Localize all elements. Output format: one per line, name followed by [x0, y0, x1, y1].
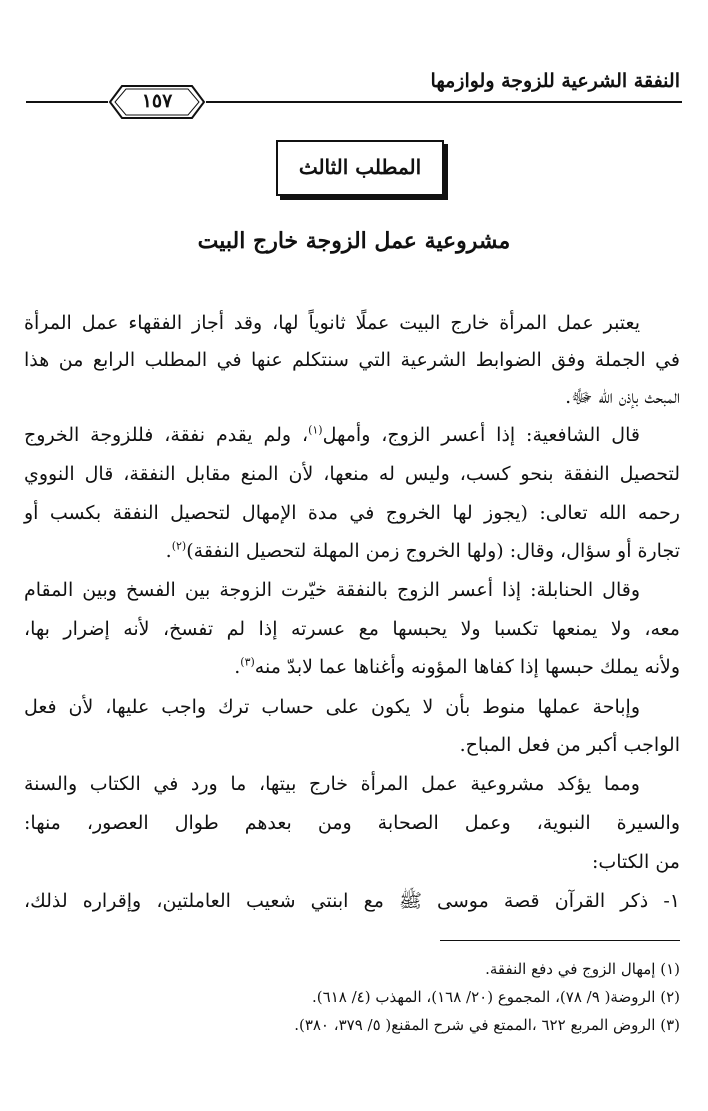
- footnote-ref: (٣): [240, 655, 255, 669]
- body-text-run: يعتبر عمل المرأة خارج البيت عملًا ثانوياً لها، وقد أجاز الفقهاء عمل المرأة: [24, 312, 640, 334]
- body-line: [24, 612, 680, 646]
- page-number-frame: [108, 84, 206, 120]
- body-text-run: قال الشافعية: إذا أعسر الزوج، وأمهل: [322, 424, 640, 446]
- body-text-run: رحمه الله تعالى: (يجوز لها الخروج في مدة الإمهال لتحصيل النفقة بكسب أو: [24, 502, 680, 524]
- body-line: [24, 534, 680, 568]
- body-text-run: .: [234, 656, 241, 678]
- running-title: النفقة الشرعية للزوجة ولوازمها: [430, 70, 680, 92]
- body-line: [24, 728, 680, 762]
- body-line: [24, 845, 680, 879]
- footnote: (١) إمهال الزوج في دفع النفقة.: [485, 960, 680, 978]
- body-text-run: .: [165, 540, 172, 562]
- body-line: [24, 496, 680, 530]
- footnote: (٢) الروضة( ٩/ ٧٨)، المجموع (٢٠/ ١٦٨)، المهذب (٤/ ٦١٨).: [312, 988, 680, 1006]
- body-text-run: الواجب أكبر من فعل المباح.: [459, 734, 680, 756]
- body-line: [24, 343, 680, 377]
- body-line: [24, 884, 680, 918]
- body-text-run: معه، ولا يمنعها تكسبا ولا يحبسها مع عسرته إذا لم تفسخ، لأنه إضرار بها،: [24, 618, 680, 640]
- body-line: [24, 457, 680, 491]
- body-line: [24, 650, 680, 684]
- body-text-run: من الكتاب:: [591, 851, 680, 873]
- body-text-run: ، ولم يقدم نفقة، فللزوجة الخروج: [24, 424, 309, 446]
- section-label-box: [276, 140, 444, 196]
- body-line: [24, 690, 640, 724]
- body-line: [24, 573, 640, 607]
- body-text-run: وإباحة عملها منوط بأن لا يكون على حساب ترك واجب عليها، لأن فعل: [24, 696, 640, 718]
- body-text-run: المبحث بإذن الله ﷻ.: [565, 386, 680, 408]
- body-line: [24, 380, 680, 414]
- body-text-run: وقال الحنابلة: إذا أعسر الزوج بالنفقة خيّرت الزوجة بين الفسخ وبين المقام: [24, 579, 640, 601]
- body-text-run: لتحصيل النفقة بنحو كسب، وليس له منعها، لأن المنع مقابل النفقة، قال النووي: [24, 463, 680, 485]
- body-text-run: ١- ذكر القرآن قصة موسى ﷺ مع ابنتي شعيب العاملتين، وإقراره لذلك،: [24, 890, 680, 912]
- body-line: [24, 806, 680, 840]
- footnote-ref: (٢): [171, 539, 187, 553]
- body-line: [24, 767, 640, 801]
- section-label: المطلب الثالث: [298, 155, 422, 179]
- body-text-run: تجارة أو سؤال، وقال: (ولها الخروج زمن المهلة لتحصيل النفقة): [186, 540, 680, 562]
- body-line: [24, 306, 640, 340]
- body-text-run: ولأنه يملك حبسها إذا كفاها المؤونه وأغناها عما لابدّ منه: [254, 656, 680, 678]
- body-text-run: والسيرة النبوية، وعمل الصحابة ومن بعدهم طوال العصور، منها:: [24, 812, 680, 834]
- body-text-run: في الجملة وفق الضوابط الشرعية التي سنتكلم عنها في المطلب الرابع من هذا: [24, 349, 680, 371]
- section-title: مشروعية عمل الزوجة خارج البيت: [197, 228, 511, 254]
- footnote-ref: (١): [308, 423, 323, 437]
- body-text-run: ومما يؤكد مشروعية عمل المرأة خارج بيتها، ما ورد في الكتاب والسنة: [24, 773, 640, 795]
- footnote: (٣) الروض المربع ٦٢٢ ،الممتع في شرح المقنع( ٥/ ٣٧٩، ٣٨٠).: [294, 1016, 680, 1034]
- page-number: ١٥٧: [141, 90, 173, 112]
- footnote-rule: [440, 940, 680, 941]
- body-line: [24, 418, 640, 452]
